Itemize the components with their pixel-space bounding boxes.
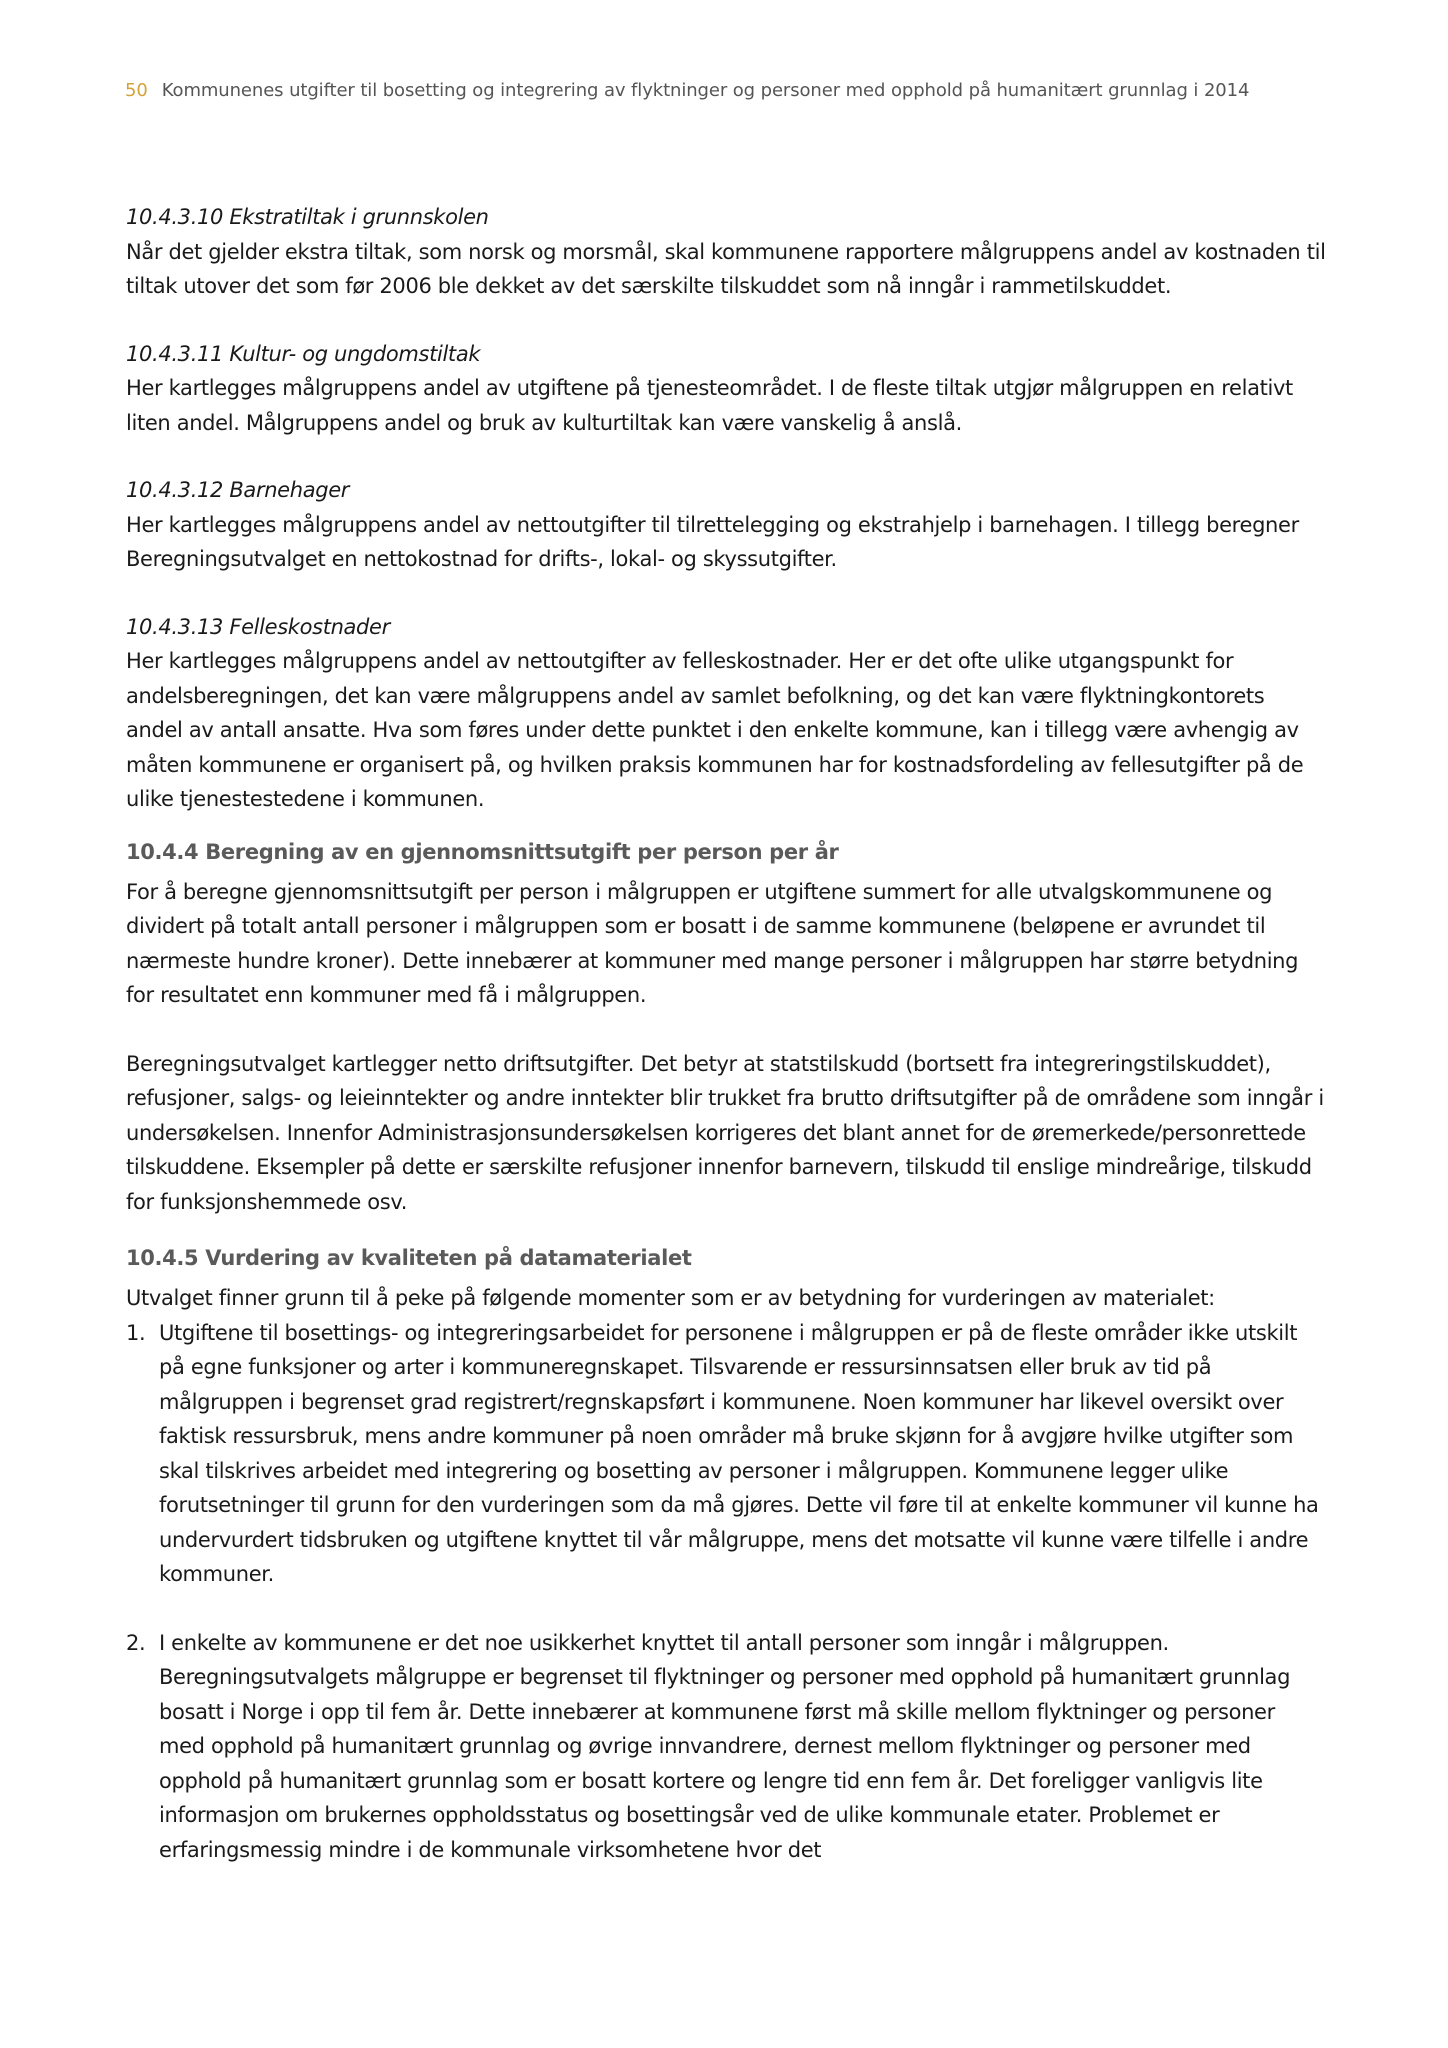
subsection-text: Her kartlegges målgruppens andel av utgiftene på tjenesteområdet. I de fleste tiltak utgjør målgruppen en relativt liten andel. Målgruppens andel og bruk av kulturtiltak kan være vanskelig å anslå. xyxy=(126,376,1293,435)
list-item xyxy=(126,1626,1326,1868)
list-item-number: 1. xyxy=(126,1320,146,1345)
subsection-text: Her kartlegges målgruppens andel av nettoutgifter av felleskostnader. Her er det ofte ulike utgangspunkt for andelsberegningen, det kan være målgruppens andel av samlet befolkning, og det kan være flyktningkontorets andel av antall ansatte. Hva som føres under dette punktet i den enkelte kommune, kan i tillegg være avhengig av måten kommunene er organisert på, og hvilken praksis kommunen har for kostnadsfordeling av fellesutgifter på de ulike tjenestestedene i kommunen. xyxy=(126,649,1304,811)
subsection-heading: 10.4.3.13 Felleskostnader xyxy=(126,614,390,639)
list-item-number: 2. xyxy=(126,1630,146,1655)
paragraph: Beregningsutvalget kartlegger netto driftsutgifter. Det betyr at statstilskudd (bortsett fra integreringstilskuddet), refusjoner, salgs- og leieinntekter og andre inntekter blir trukket fra brutto driftsutgifter på de områdene som inngår i undersøkelsen. Innenfor Administrasjonsundersøkelsen korrigeres det blant annet for de øremerkede/personrettede tilskuddene. Eksempler på dette er særskilte refusjoner innenfor barnevern, tilskudd til enslige mindreårige, tilskudd for funksjonshemmede osv. xyxy=(126,1051,1324,1214)
list-item-text: Utgiftene til bosettings- og integreringsarbeidet for personene i målgruppen er på de fleste områder ikke utskilt på egne funksjoner og arter i kommuneregnskapet. Tilsvarende er ressursinnsatsen eller bruk av tid på målgruppen i begrenset grad registrert/regnskapsført i kommunene. Noen kommuner har likevel oversikt over faktisk ressursbruk, mens andre kommuner på noen områder må bruke skjønn for å avgjøre hvilke utgifter som skal tilskrives arbeidet med integrering og bosetting av personer i målgruppen. Kommunene legger ulike forutsetninger til grunn for den vurderingen som da må gjøres. Dette vil føre til at enkelte kommuner vil kunne ha undervurdert tidsbruken og utgiftene knyttet til vår målgruppe, mens det motsatte vil kunne være tilfelle i andre kommuner. xyxy=(159,1320,1319,1586)
section-heading: 10.4.4 Beregning av en gjennomsnittsutgift per person per år xyxy=(126,839,839,864)
section-10-4-5 xyxy=(126,1241,1326,1867)
subsection-kultur xyxy=(126,337,1326,441)
subsection-heading: 10.4.3.11 Kultur- og ungdomstiltak xyxy=(126,341,481,366)
section-10-4-4 xyxy=(126,835,1326,1220)
paragraph: For å beregne gjennomsnittsutgift per person i målgruppen er utgiftene summert for alle utvalgskommunene og dividert på totalt antall personer i målgruppen som er bosatt i de samme kommunene (beløpene er avrundet til nærmeste hundre kroner). Dette innebærer at kommuner med mange personer i målgruppen har større betydning for resultatet enn kommuner med få i målgruppen. xyxy=(126,879,1299,1007)
subsection-felleskostnader xyxy=(126,610,1326,817)
page-number: 50 xyxy=(125,80,148,101)
list-item xyxy=(126,1316,1326,1592)
numbered-list xyxy=(126,1316,1326,1868)
intro-paragraph: Utvalget finner grunn til å peke på følgende momenter som er av betydning for vurderingen av materialet: xyxy=(126,1286,1215,1310)
subsection-text: Her kartlegges målgruppens andel av nettoutgifter til tilrettelegging og ekstrahjelp i barnehagen. I tillegg beregner Beregningsutvalget en nettokostnad for drifts-, lokal- og skyssutgifter. xyxy=(126,512,1299,571)
list-item-text: I enkelte av kommunene er det noe usikkerhet knyttet til antall personer som inngår i målgruppen. Beregningsutvalgets målgruppe er begrenset til flyktninger og personer med opphold på humanitært grunnlag bosatt i Norge i opp til fem år. Dette innebærer at kommunene først må skille mellom flyktninger og personer med opphold på humanitært grunnlag og øvrige innvandrere, dernest mellom flyktninger og personer med opphold på humanitært grunnlag som er bosatt kortere og lengre tid enn fem år. Det foreligger vanligvis lite informasjon om brukernes oppholdsstatus og bosettingsår ved de ulike kommunale etater. Problemet er erfaringsmessig mindre i de kommunale virksomhetene hvor det xyxy=(159,1630,1291,1862)
section-heading: 10.4.5 Vurdering av kvaliteten på datamaterialet xyxy=(126,1246,692,1270)
running-title: Kommunenes utgifter til bosetting og integrering av flyktninger og personer med opphold på humanitært grunnlag i 2014 xyxy=(161,80,1250,101)
subsection-text: Når det gjelder ekstra tiltak, som norsk og morsmål, skal kommunene rapportere målgruppens andel av kostnaden til tiltak utover det som før 2006 ble dekket av det særskilte tilskuddet som nå inngår i rammetilskuddet. xyxy=(126,239,1326,298)
subsection-heading: 10.4.3.12 Barnehager xyxy=(126,478,350,502)
subsection-heading: 10.4.3.10 Ekstratiltak i grunnskolen xyxy=(126,205,489,229)
document-body xyxy=(126,200,1326,1901)
subsection-ekstratiltak xyxy=(126,200,1326,304)
running-header xyxy=(125,80,1249,101)
subsection-barnehager xyxy=(126,473,1326,577)
